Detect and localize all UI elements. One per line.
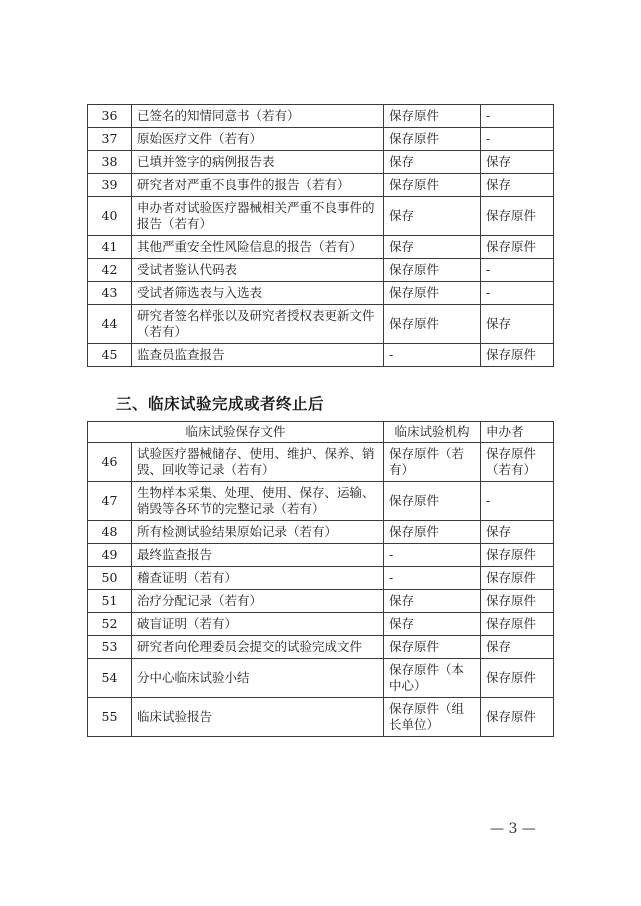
file-name-cell: 原始医疗文件（若有） [132, 128, 384, 151]
sponsor-cell: 保存原件 [481, 567, 554, 590]
file-name-cell: 研究者签名样张以及研究者授权表更新文件（若有） [132, 305, 384, 344]
header-sponsor: 申办者 [481, 422, 554, 443]
file-name-cell: 所有检测试验结果原始记录（若有） [132, 521, 384, 544]
sponsor-cell: 保存原件 [481, 659, 554, 698]
sponsor-cell: 保存 [481, 521, 554, 544]
file-name-cell: 研究者对严重不良事件的报告（若有） [132, 174, 384, 197]
institution-cell: 保存原件（组长单位） [384, 698, 481, 737]
table1-body [88, 105, 554, 367]
document-retention-table-during-trial [87, 104, 554, 367]
sponsor-cell: 保存 [481, 305, 554, 344]
table-row [88, 659, 554, 698]
institution-cell: 保存原件 [384, 482, 481, 521]
table-row [88, 236, 554, 259]
row-number: 38 [88, 151, 132, 174]
row-number: 40 [88, 197, 132, 236]
row-number: 49 [88, 544, 132, 567]
table-row [88, 482, 554, 521]
institution-cell: 保存原件 [384, 282, 481, 305]
row-number: 39 [88, 174, 132, 197]
row-number: 50 [88, 567, 132, 590]
institution-cell: 保存 [384, 613, 481, 636]
table-row [88, 544, 554, 567]
file-name-cell: 试验医疗器械储存、使用、维护、保养、销毁、回收等记录（若有） [132, 443, 384, 482]
sponsor-cell: 保存原件 [481, 698, 554, 737]
institution-cell: 保存 [384, 151, 481, 174]
file-name-cell: 分中心临床试验小结 [132, 659, 384, 698]
institution-cell: - [384, 344, 481, 367]
file-name-cell: 临床试验报告 [132, 698, 384, 737]
sponsor-cell: - [481, 105, 554, 128]
institution-cell: 保存 [384, 590, 481, 613]
row-number: 51 [88, 590, 132, 613]
institution-cell: 保存原件 [384, 305, 481, 344]
sponsor-cell: 保存原件 [481, 344, 554, 367]
row-number: 42 [88, 259, 132, 282]
row-number: 47 [88, 482, 132, 521]
sponsor-cell: - [481, 259, 554, 282]
sponsor-cell: - [481, 282, 554, 305]
table-row [88, 128, 554, 151]
table-row [88, 567, 554, 590]
sponsor-cell: 保存原件 [481, 613, 554, 636]
table2-body [88, 443, 554, 737]
file-name-cell: 治疗分配记录（若有） [132, 590, 384, 613]
institution-cell: 保存原件（若有） [384, 443, 481, 482]
header-institution: 临床试验机构 [384, 422, 481, 443]
sponsor-cell: - [481, 482, 554, 521]
file-name-cell: 生物样本采集、处理、使用、保存、运输、销毁等各环节的完整记录（若有） [132, 482, 384, 521]
institution-cell: - [384, 544, 481, 567]
document-retention-table-after-trial [87, 421, 554, 737]
institution-cell: 保存原件 [384, 128, 481, 151]
page-number: — 3 — [490, 821, 536, 837]
sponsor-cell: 保存原件 [481, 590, 554, 613]
institution-cell: 保存 [384, 236, 481, 259]
row-number: 46 [88, 443, 132, 482]
sponsor-cell: 保存 [481, 151, 554, 174]
sponsor-cell: 保存原件 [481, 544, 554, 567]
sponsor-cell: 保存原件 [481, 236, 554, 259]
row-number: 44 [88, 305, 132, 344]
table-row [88, 174, 554, 197]
table-row [88, 344, 554, 367]
table-row [88, 259, 554, 282]
row-number: 52 [88, 613, 132, 636]
file-name-cell: 破盲证明（若有） [132, 613, 384, 636]
institution-cell: 保存原件 [384, 174, 481, 197]
file-name-cell: 申办者对试验医疗器械相关严重不良事件的报告（若有） [132, 197, 384, 236]
table-row [88, 613, 554, 636]
file-name-cell: 研究者向伦理委员会提交的试验完成文件 [132, 636, 384, 659]
row-number: 53 [88, 636, 132, 659]
table-row [88, 521, 554, 544]
table2-header [88, 422, 554, 443]
institution-cell: - [384, 567, 481, 590]
row-number: 36 [88, 105, 132, 128]
table-row [88, 151, 554, 174]
table-row [88, 282, 554, 305]
file-name-cell: 已填并签字的病例报告表 [132, 151, 384, 174]
file-name-cell: 受试者筛选表与入选表 [132, 282, 384, 305]
file-name-cell: 稽查证明（若有） [132, 567, 384, 590]
institution-cell: 保存原件 [384, 259, 481, 282]
table-row [88, 105, 554, 128]
row-number: 45 [88, 344, 132, 367]
row-number: 55 [88, 698, 132, 737]
institution-cell: 保存原件 [384, 105, 481, 128]
table-row [88, 590, 554, 613]
row-number: 54 [88, 659, 132, 698]
row-number: 37 [88, 128, 132, 151]
file-name-cell: 监查员监查报告 [132, 344, 384, 367]
institution-cell: 保存 [384, 197, 481, 236]
section-heading: 三、临床试验完成或者终止后 [116, 395, 325, 413]
row-number: 41 [88, 236, 132, 259]
table-row [88, 443, 554, 482]
sponsor-cell: 保存 [481, 636, 554, 659]
table-row [88, 197, 554, 236]
table-row [88, 636, 554, 659]
file-name-cell: 受试者鉴认代码表 [132, 259, 384, 282]
sponsor-cell: 保存 [481, 174, 554, 197]
file-name-cell: 其他严重安全性风险信息的报告（若有） [132, 236, 384, 259]
file-name-cell: 已签名的知情同意书（若有） [132, 105, 384, 128]
institution-cell: 保存原件 [384, 636, 481, 659]
file-name-cell: 最终监查报告 [132, 544, 384, 567]
institution-cell: 保存原件 [384, 521, 481, 544]
sponsor-cell: 保存原件 [481, 197, 554, 236]
header-file: 临床试验保存文件 [88, 422, 384, 443]
row-number: 43 [88, 282, 132, 305]
table-row [88, 698, 554, 737]
row-number: 48 [88, 521, 132, 544]
institution-cell: 保存原件（本中心） [384, 659, 481, 698]
sponsor-cell: 保存原件（若有） [481, 443, 554, 482]
sponsor-cell: - [481, 128, 554, 151]
table-row [88, 305, 554, 344]
